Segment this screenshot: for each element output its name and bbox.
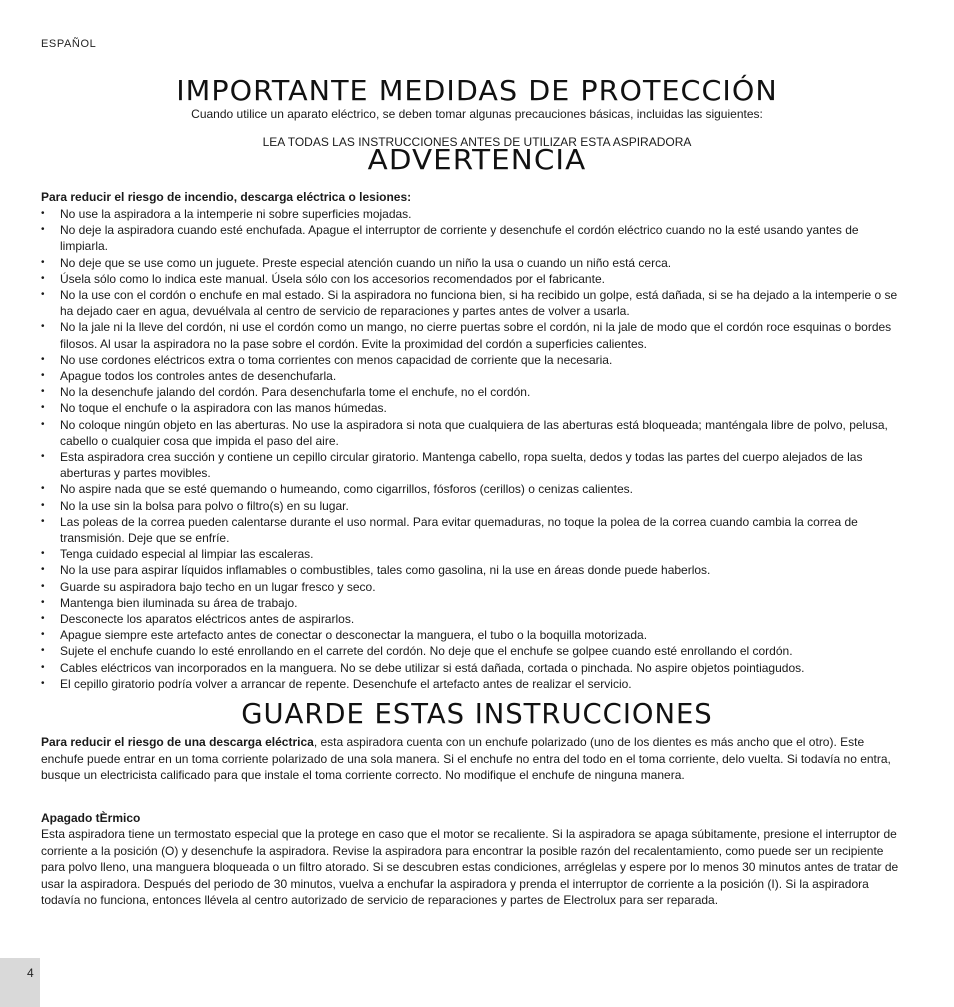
thermal-shutoff-text: Esta aspiradora tiene un termostato especial que la protege en caso que el motor se recaliente. Si la aspiradora se apaga súbitamente, presione el interruptor de corriente a la posición (O) y desenchufe la aspiradora. Revise la aspiradora para encontrar la posible razón del recalentamiento, como puede ser un recipiente para polvo lleno, una manguera bloqueada o un filtro atorado. Si se descubren estas condiciones, arréglelas y espere por lo menos 30 minutos antes de tratar de usar la aspiradora. Después del periodo de 30 minutos, vuelva a enchufar la aspiradora y prenda el interruptor de corriente a la posición (I). Si la aspiradora todavía no funciona, entonces llévela al centro autorizado de servicio de reparaciones y partes de Electrolux para ser reparada. <box>41 827 899 908</box>
list-item: • No la jale ni la lleve del cordón, ni use el cordón como un mango, no cierre puertas sobre el cordón, ni la jale de modo que el cordón roce esquinas o bordes filosos. Al usar la aspiradora no la pase sobre el cordón. Evite la proximidad del cordón a superficies calientes. <box>41 319 903 351</box>
read-all-instructions: LEA TODAS LAS INSTRUCCIONES ANTES DE UTILIZAR ESTA ASPIRADORA <box>262 135 692 149</box>
list-item: • Cables eléctricos van incorporados en la manguera. No se debe utilizar si está dañada, cortada o pinchada. No aspire objetos pointiagudos. <box>41 660 903 676</box>
list-item: • Tenga cuidado especial al limpiar las escaleras. <box>41 546 903 562</box>
list-item: • Guarde su aspiradora bajo techo en un lugar fresco y seco. <box>41 579 903 595</box>
shock-risk-lead: Para reducir el riesgo de una descarga eléctrica <box>41 735 314 749</box>
list-item: • No deje que se use como un juguete. Preste especial atención cuando un niño la usa o cuando un niño está cerca. <box>41 255 903 271</box>
list-item: • Desconecte los aparatos eléctricos antes de aspirarlos. <box>41 611 903 627</box>
list-item: • No la use para aspirar líquidos inflamables o combustibles, tales como gasolina, ni la use en áreas donde puede haberlos. <box>41 562 903 578</box>
warning-lead: Para reducir el riesgo de incendio, descarga eléctrica o lesiones: <box>41 190 412 204</box>
page-number-tab <box>0 958 40 1007</box>
list-item: • Las poleas de la correa pueden calentarse durante el uso normal. Para evitar quemaduras, no toque la polea de la correa cuando cambia la correa de transmisión. Deje que se enfríe. <box>41 514 903 546</box>
list-item: • No la use sin la bolsa para polvo o filtro(s) en su lugar. <box>41 498 903 514</box>
list-item: • Apague siempre este artefacto antes de conectar o desconectar la manguera, el tubo o la boquilla motorizada. <box>41 627 903 643</box>
list-item: • Esta aspiradora crea succión y contiene un cepillo circular giratorio. Mantenga cabello, ropa suelta, dedos y todas las partes del cuerpo alejados de las aberturas y partes movibles. <box>41 449 903 481</box>
polarized-plug-text: , esta aspiradora cuenta con un enchufe polarizado (uno de los dientes es más ancho que el otro). Este enchufe puede entrar en un toma corriente polarizado de una sola manera. Si el enchufe no entra del todo en el toma corriente, delo vuelta. Si todavía no entra, busque un electricista calificado para que instale el toma corriente correcto. No modifique el enchufe de ninguna manera. <box>41 735 891 783</box>
list-item: • Apague todos los controles antes de desenchufarla. <box>41 368 903 384</box>
list-item: • No deje la aspiradora cuando esté enchufada. Apague el interruptor de corriente y desenchufe el cordón eléctrico cuando no la esté usando yantes de limpiarla. <box>41 222 903 254</box>
list-item: • Sujete el enchufe cuando lo esté enrollando en el carrete del cordón. No deje que el enchufe se golpee cuando esté enrollando el cordón. <box>41 643 903 659</box>
page-number: 4 <box>27 966 34 980</box>
warning-list <box>41 206 903 692</box>
list-item: • No use la aspiradora a la intemperie ni sobre superficies mojadas. <box>41 206 903 222</box>
polarized-plug-paragraph <box>41 734 903 784</box>
list-item: • Mantenga bien iluminada su área de trabajo. <box>41 595 903 611</box>
list-item: • No aspire nada que se esté quemando o humeando, como cigarrillos, fósforos (cerillos) o cenizas calientes. <box>41 481 903 497</box>
thermal-shutoff-title: Apagado tÈrmico <box>41 811 141 825</box>
list-item: • Úsela sólo como lo indica este manual. Úsela sólo con los accesorios recomendados por el fabricante. <box>41 271 903 287</box>
list-item: • No la desenchufe jalando del cordón. Para desenchufarla tome el enchufe, no el cordón. <box>41 384 903 400</box>
save-instructions-title: GUARDE ESTAS INSTRUCCIONES <box>241 697 713 730</box>
list-item: • No use cordones eléctricos extra o toma corrientes con menos capacidad de corriente que la necesaria. <box>41 352 903 368</box>
safeguards-intro: Cuando utilice un aparato eléctrico, se deben tomar algunas precauciones básicas, incluidas las siguientes: <box>191 107 763 121</box>
safeguards-title: IMPORTANTE MEDIDAS DE PROTECCIÓN <box>176 74 778 107</box>
language-label: ESPAÑOL <box>41 38 97 50</box>
warning-title: ADVERTENCIA <box>367 143 587 176</box>
list-item: • El cepillo giratorio podría volver a arrancar de repente. Desenchufe el artefacto antes de realizar el servicio. <box>41 676 903 692</box>
list-item: • No la use con el cordón o enchufe en mal estado. Si la aspiradora no funciona bien, si ha recibido un golpe, está dañada, si se ha dejado a la intemperie o se ha dejado caer en agua, devuélvala al centro de servicio de reparaciones y partes antes de volver a usarla. <box>41 287 903 319</box>
list-item: • No toque el enchufe o la aspiradora con las manos húmedas. <box>41 400 903 416</box>
list-item: • No coloque ningún objeto en las aberturas. No use la aspiradora si nota que cualquiera de las aberturas está bloqueada; manténgala libre de polvo, pelusa, cabello o cualquier cosa que impida el paso del aire. <box>41 417 903 449</box>
